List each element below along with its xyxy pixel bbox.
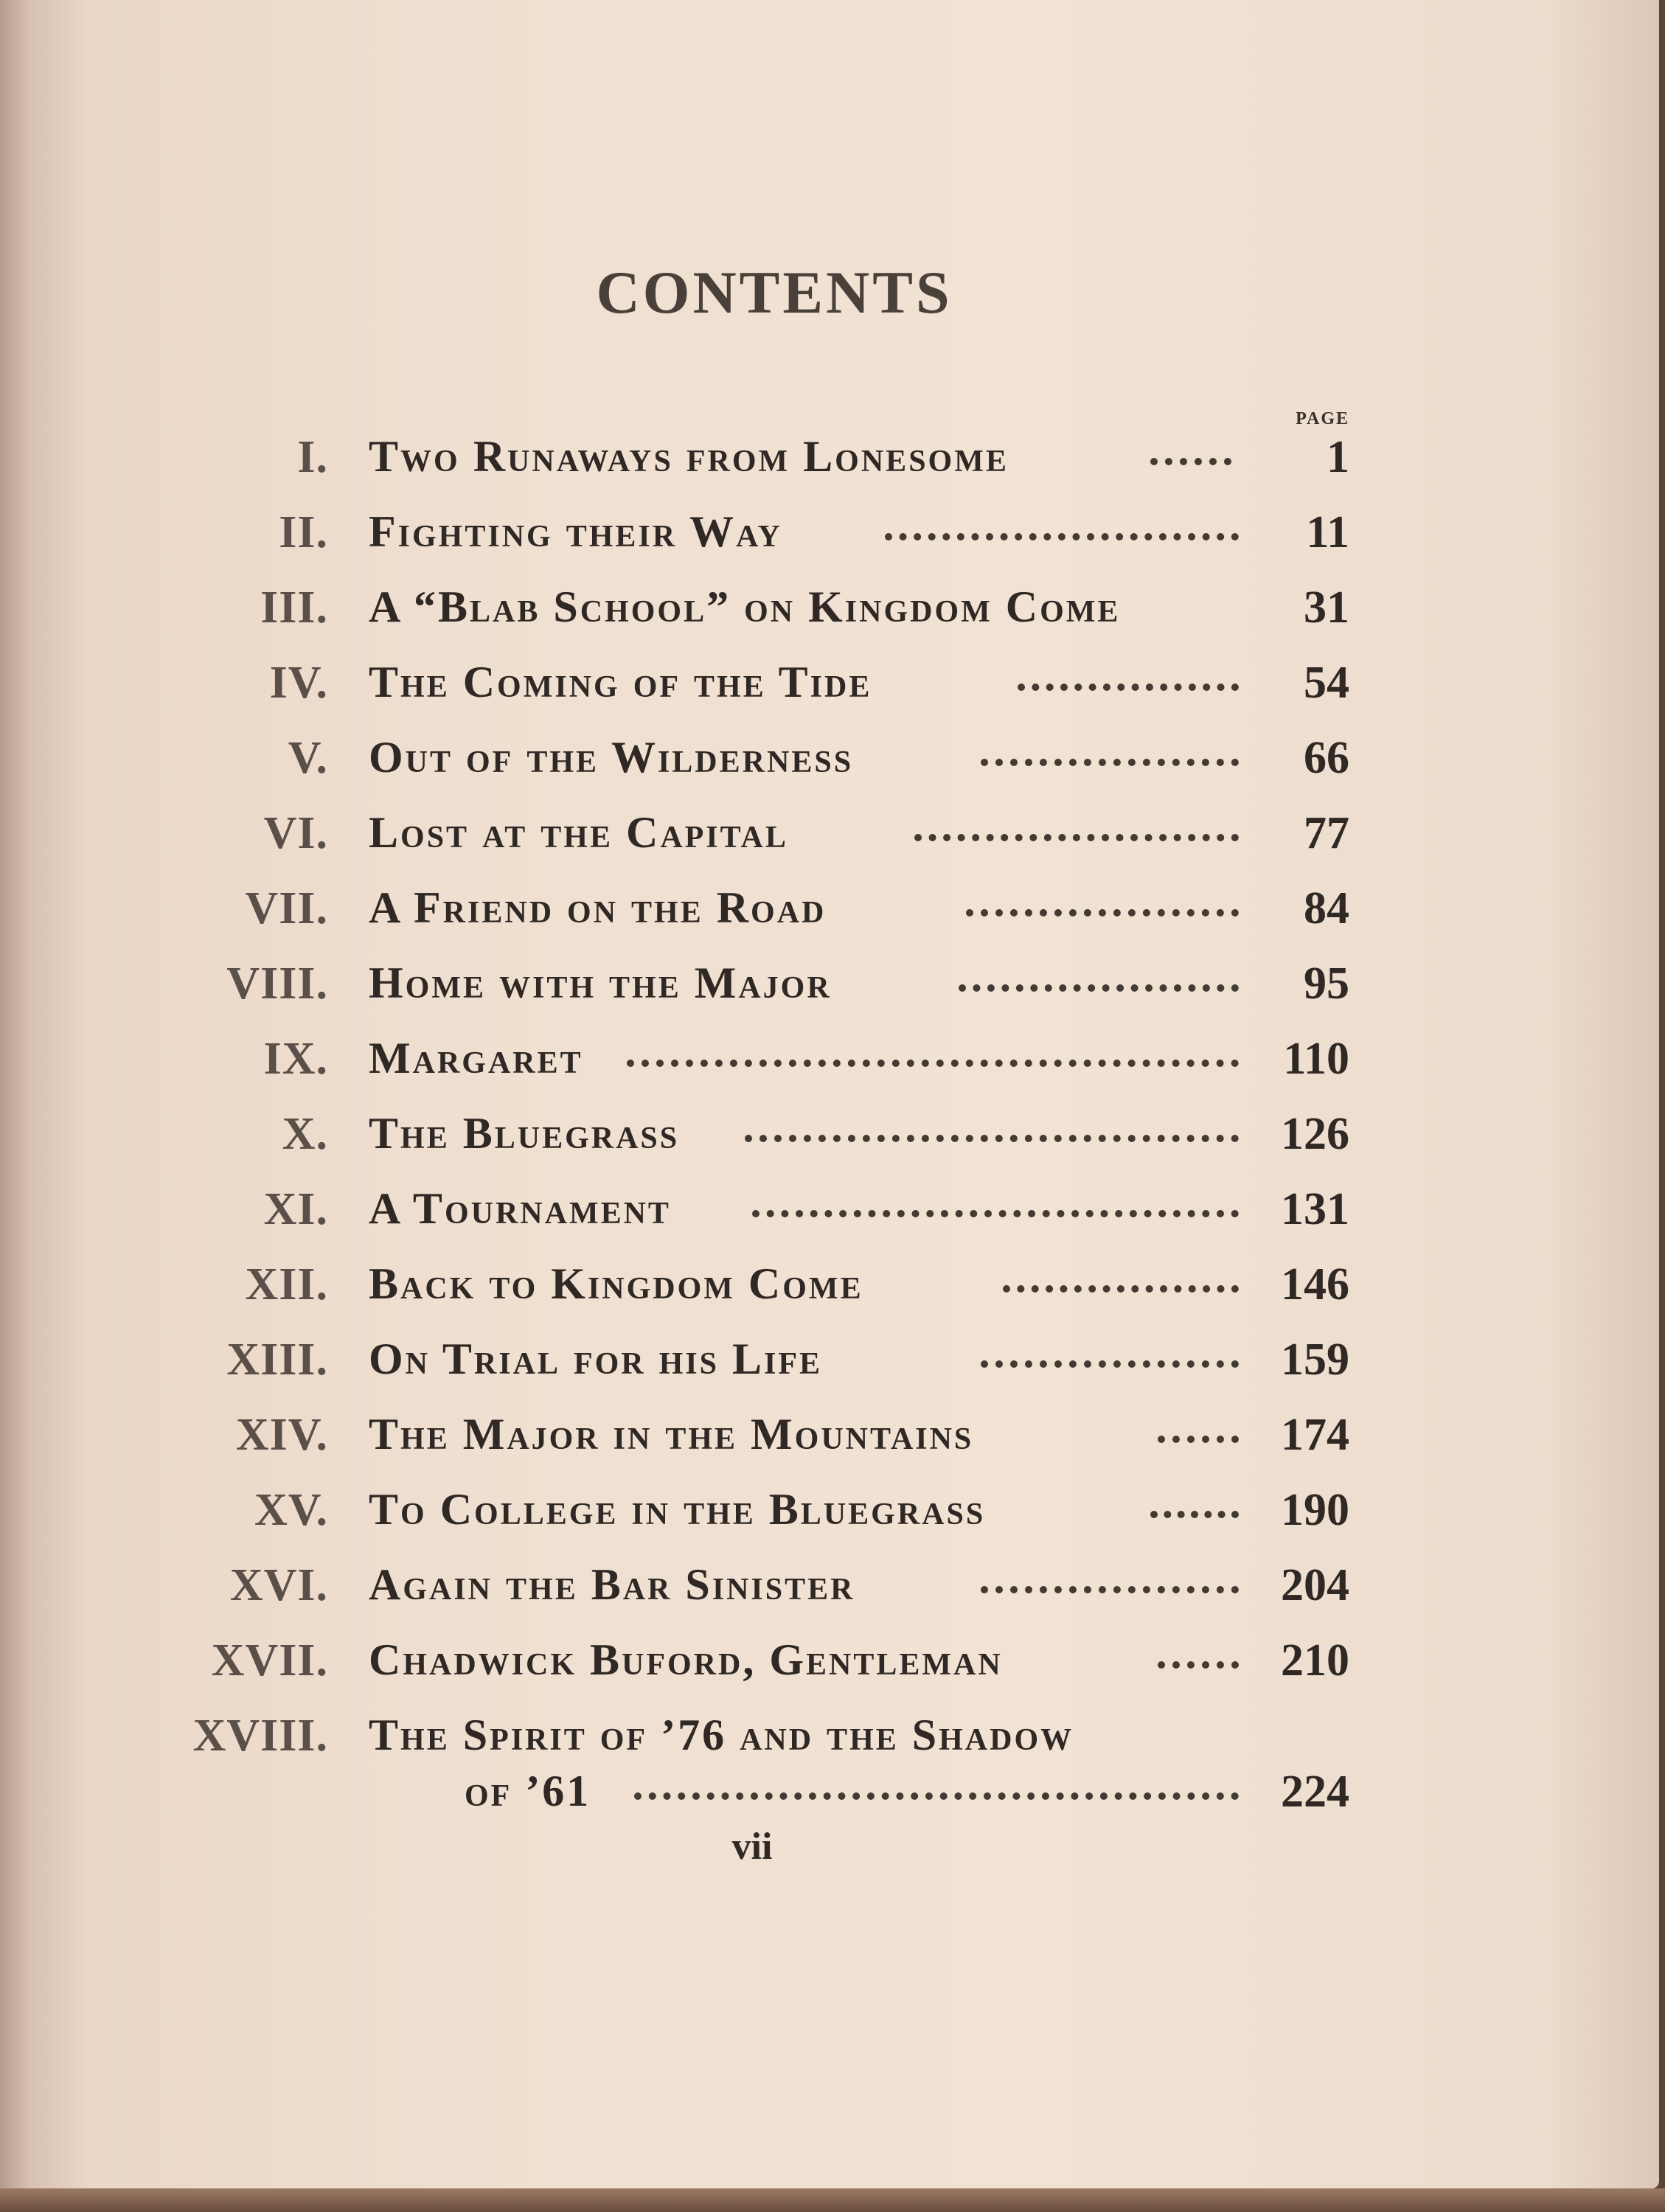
chapter-page: 84 (1304, 883, 1349, 933)
chapter-numeral: VII. (245, 883, 328, 933)
chapter-numeral: II. (279, 507, 328, 557)
chapter-numeral: XVI. (229, 1560, 328, 1610)
chapter-numeral: XII. (245, 1259, 328, 1310)
leader-dots (959, 970, 1239, 992)
toc-entry (0, 1033, 1659, 1107)
toc-entry (0, 1108, 1659, 1182)
chapter-numeral: XIV. (235, 1410, 328, 1460)
chapter-numeral: V. (288, 733, 328, 783)
leader-dots (1150, 443, 1231, 465)
chapter-title: Lost at the Capital (369, 808, 788, 857)
chapter-title-line1: The Spirit of ’76 and the Shadow (369, 1711, 1074, 1759)
chapter-page: 95 (1304, 959, 1349, 1009)
toc-entry (0, 732, 1659, 806)
page-title: CONTENTS (596, 259, 953, 326)
toc-entry (0, 507, 1659, 580)
chapter-title: To College in the Bluegrass (369, 1485, 986, 1534)
chapter-title: Two Runaways from Lonesome (369, 432, 1009, 481)
leader-dots (634, 1778, 1239, 1800)
leader-dots (745, 1120, 1239, 1142)
leader-dots (885, 518, 1239, 540)
chapter-title: The Major in the Mountains (369, 1410, 974, 1458)
chapter-title-line2: of ’61 (465, 1767, 591, 1815)
toc-entry (0, 582, 1659, 655)
leader-dots (981, 744, 1239, 766)
leader-dots (1158, 1421, 1239, 1443)
page-column-label: PAGE (1296, 409, 1349, 428)
leader-dots (981, 1571, 1239, 1593)
leader-dots (1003, 1270, 1239, 1293)
toc-entry (0, 657, 1659, 731)
chapter-page: 190 (1281, 1485, 1349, 1535)
chapter-title: Margaret (369, 1034, 583, 1082)
chapter-numeral: VI. (263, 808, 328, 858)
chapter-numeral: XVII. (211, 1635, 328, 1686)
chapter-page: 224 (1281, 1767, 1349, 1817)
chapter-title: Fighting their Way (369, 507, 782, 556)
toc-entry (0, 1484, 1659, 1558)
chapter-numeral: XV. (254, 1485, 328, 1535)
chapter-title: A Friend on the Road (369, 883, 827, 932)
chapter-numeral: XIII. (226, 1335, 328, 1385)
leader-dots (627, 1045, 1239, 1067)
chapter-title: A Tournament (369, 1184, 671, 1233)
chapter-numeral: X. (282, 1109, 328, 1159)
chapter-title: Home with the Major (369, 959, 832, 1007)
chapter-page: 110 (1283, 1034, 1349, 1084)
toc-entry (0, 958, 1659, 1032)
chapter-title: The Bluegrass (369, 1109, 680, 1158)
toc-entry (0, 1635, 1659, 1708)
toc-entry (0, 1409, 1659, 1483)
toc-entry (0, 1334, 1659, 1408)
leader-dots (1018, 669, 1239, 691)
toc-entry (0, 431, 1659, 505)
leader-dots (966, 894, 1239, 917)
chapter-title: Again the Bar Sinister (369, 1560, 855, 1609)
chapter-page: 66 (1304, 733, 1349, 783)
chapter-numeral: III. (260, 582, 328, 633)
chapter-title: On Trial for his Life (369, 1335, 823, 1383)
chapter-page: 77 (1304, 808, 1349, 858)
toc-entry (0, 1259, 1659, 1332)
toc-entry (0, 807, 1659, 881)
leader-dots (914, 819, 1239, 841)
book-edge (0, 2188, 1665, 2212)
chapter-page: 1 (1327, 432, 1349, 482)
chapter-page: 131 (1281, 1184, 1349, 1234)
chapter-title: Out of the Wilderness (369, 733, 854, 782)
chapter-page: 11 (1306, 507, 1349, 557)
chapter-numeral: XVIII. (192, 1711, 328, 1761)
chapter-numeral: IV. (269, 658, 328, 708)
chapter-title: Back to Kingdom Come (369, 1259, 863, 1308)
leader-dots (1150, 1496, 1239, 1518)
chapter-title: Chadwick Buford, Gentleman (369, 1635, 1003, 1684)
chapter-numeral: XI. (263, 1184, 328, 1234)
page-folio: vii (731, 1826, 773, 1868)
chapter-page: 159 (1281, 1335, 1349, 1385)
chapter-page: 210 (1281, 1635, 1349, 1686)
chapter-page: 174 (1281, 1410, 1349, 1460)
chapter-page: 126 (1281, 1109, 1349, 1159)
toc-entry (0, 1559, 1659, 1633)
chapter-page: 31 (1304, 582, 1349, 633)
chapter-page: 146 (1281, 1259, 1349, 1310)
chapter-numeral: I. (297, 432, 328, 482)
chapter-numeral: IX. (263, 1034, 328, 1084)
chapter-page: 204 (1281, 1560, 1349, 1610)
toc-entry-continuation (0, 1766, 1659, 1840)
leader-dots (1158, 1646, 1239, 1669)
chapter-title: The Coming of the Tide (369, 658, 872, 706)
leader-dots (752, 1195, 1239, 1217)
chapter-title: A “Blab School” on Kingdom Come (369, 582, 1121, 631)
chapter-numeral: VIII. (226, 959, 328, 1009)
toc-entry (0, 883, 1659, 956)
leader-dots (981, 1346, 1239, 1368)
chapter-page: 54 (1304, 658, 1349, 708)
toc-entry (0, 1183, 1659, 1257)
